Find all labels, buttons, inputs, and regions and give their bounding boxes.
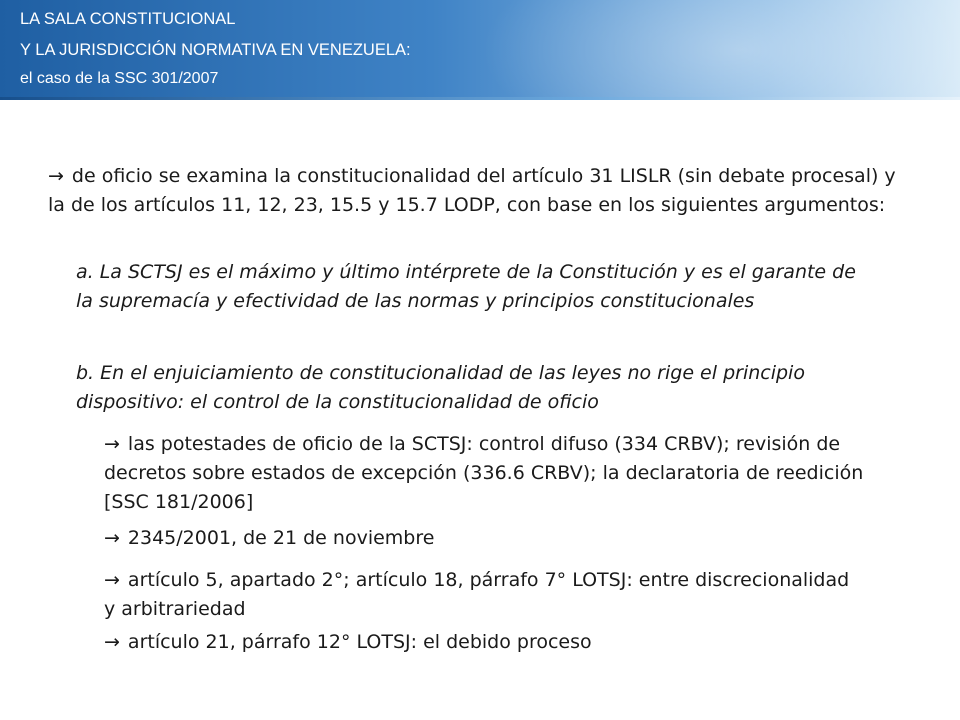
sub-point-4 [104, 628, 864, 657]
argument-b: b. En el enjuiciamiento de constitucionalidad de las leyes no rige el principio dispositivo: el control de la constitucionalidad de oficio [76, 362, 805, 413]
sub-point-1 [104, 430, 864, 517]
argument-a: a. La SCTSJ es el máximo y último intérprete de la Constitución y es el garante de la supremacía y efectividad de las normas y principios constitucionales [76, 261, 856, 312]
sub-point-text: las potestades de oficio de la SCTSJ: control difuso (334 CRBV); revisión de decretos sobre estados de excepción (336.6 CRBV); la declaratoria de reedición [SSC 181/2006] [104, 433, 864, 513]
arrow-right-icon: → [104, 433, 120, 455]
main-point [48, 162, 908, 220]
arrow-right-icon: → [104, 569, 120, 591]
title-banner [0, 0, 960, 100]
arrow-right-icon: → [104, 527, 120, 549]
slide-body [48, 162, 908, 653]
sub-point-text: artículo 5, apartado 2°; artículo 18, párrafo 7° LOTSJ: entre discrecionalidad y arbitrariedad [104, 569, 850, 620]
subtitle: el caso de la SSC 301/2007 [20, 70, 219, 87]
main-point-text: de oficio se examina la constitucionalidad del artículo 31 LISLR (sin debate procesal) y la de los artículos 11, 12, 23, 15.5 y 15.7 LODP, con base en los siguientes argumentos: [48, 165, 896, 216]
title-line-1: LA SALA CONSTITUCIONAL [20, 10, 236, 28]
sub-point-2 [104, 524, 864, 553]
sub-point-3 [104, 566, 864, 624]
title-line-2: Y LA JURISDICCIÓN NORMATIVA EN VENEZUELA: [20, 41, 411, 59]
sub-point-text: artículo 21, párrafo 12° LOTSJ: el debido proceso [127, 631, 592, 653]
banner-decoration [480, 0, 960, 100]
sub-point-text: 2345/2001, de 21 de noviembre [127, 527, 435, 549]
arrow-right-icon: → [104, 631, 120, 653]
arrow-right-icon: → [48, 165, 64, 187]
